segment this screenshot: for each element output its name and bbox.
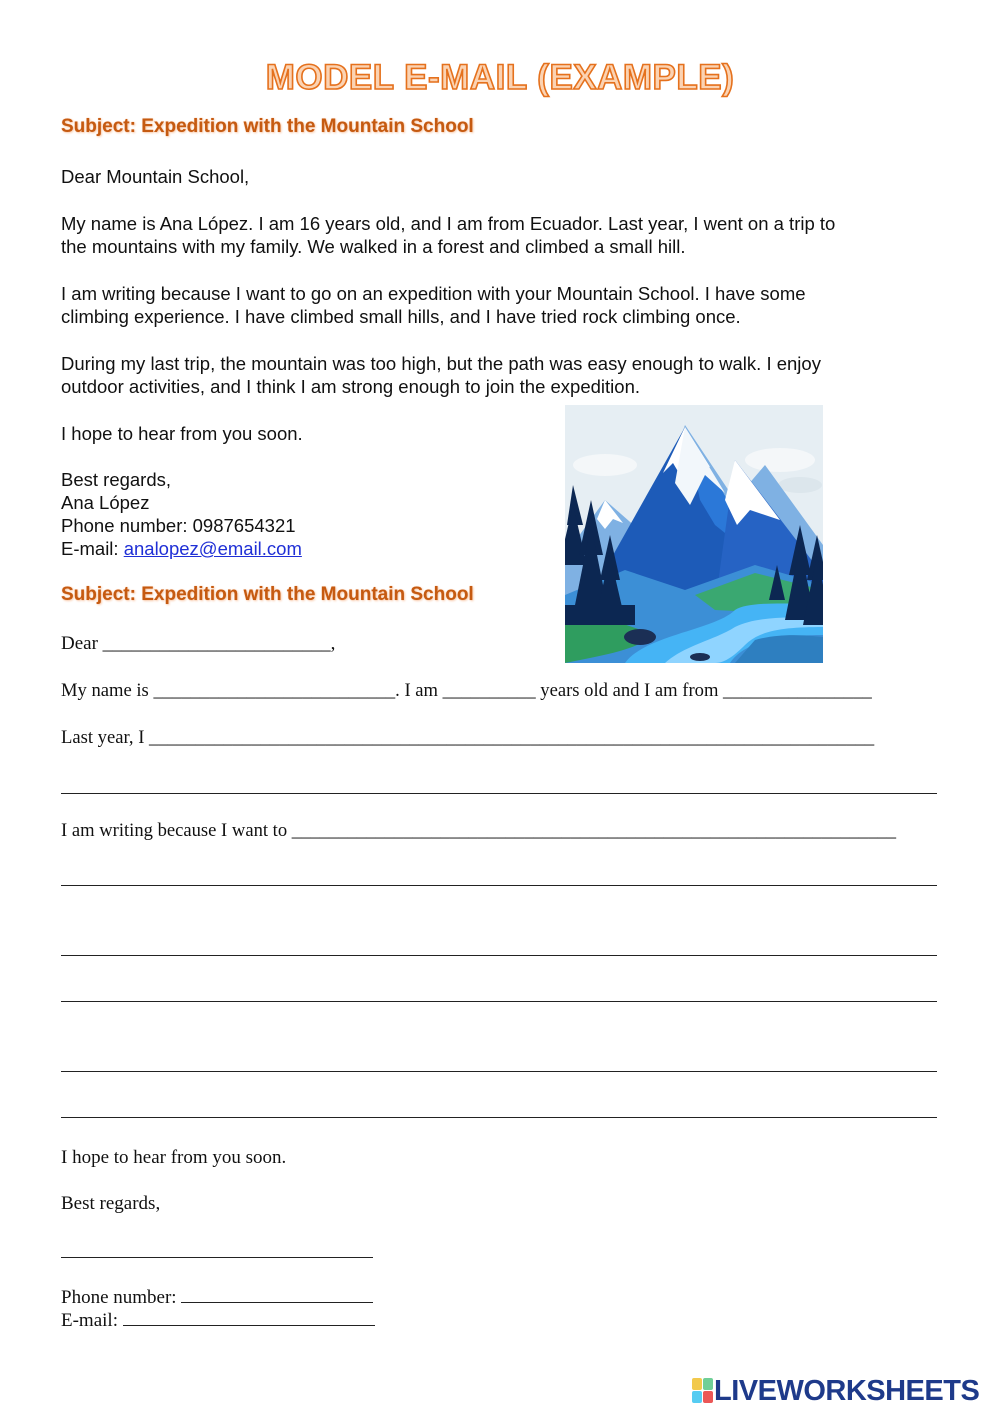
model-paragraph-3-line-1: During my last trip, the mountain was too high, but the path was easy enough to walk. I enjoy [61,353,821,374]
model-signoff: Best regards, [61,469,172,490]
model-paragraph-2-line-2: climbing experience. I have climbed small hills, and I have tried rock climbing once. [61,306,741,327]
liveworksheets-wordmark: LIVEWORKSHEETS [714,1374,980,1407]
writing-line[interactable] [61,1117,937,1118]
model-closing-line: I hope to hear from you soon. [61,423,303,444]
model-email-label: E-mail: [61,538,124,559]
template-subject: Subject: Expedition with the Mountain School [61,584,474,605]
template-name-line[interactable]: My name is __________________________. I am __________ years old and I am from ________________ [61,680,872,701]
liveworksheets-logo [692,1374,979,1408]
template-closing-line: I hope to hear from you soon. [61,1147,287,1168]
model-email [61,537,302,560]
phone-blank[interactable] [181,1301,373,1303]
mountain-lake-illustration [565,405,823,663]
template-last-year-line[interactable]: Last year, I ______________________________________________________________________________ [61,727,875,748]
signature-line[interactable] [61,1257,373,1258]
template-dear-line[interactable]: Dear ________________________, [61,633,336,654]
model-paragraph-3-line-2: outdoor activities, and I think I am strong enough to join the expedition. [61,376,641,397]
model-paragraph-2-line-1: I am writing because I want to go on an expedition with your Mountain School. I have some [61,283,806,304]
template-phone-label: Phone number: [61,1287,182,1308]
model-greeting: Dear Mountain School, [61,166,250,187]
model-paragraph-1-line-1: My name is Ana López. I am 16 years old, and I am from Ecuador. Last year, I went on a trip to [61,213,836,234]
page-title: MODEL E-MAIL (EXAMPLE) [265,58,735,97]
writing-line[interactable] [61,793,937,794]
model-paragraph-1-line-2: the mountains with my family. We walked in a forest and climbed a small hill. [61,236,686,257]
model-phone: Phone number: 0987654321 [61,515,296,536]
writing-line[interactable] [61,955,937,956]
template-phone-line [61,1287,373,1309]
model-subject: Subject: Expedition with the Mountain School [61,116,474,137]
writing-line[interactable] [61,1071,937,1072]
template-email-line [61,1310,375,1332]
writing-line[interactable] [61,885,937,886]
liveworksheets-badge-icon [692,1378,714,1404]
writing-line[interactable] [61,1001,937,1002]
template-writing-because-line[interactable]: I am writing because I want to _________________________________________________________________ [61,820,897,841]
model-email-link[interactable]: analopez@email.com [123,538,302,559]
template-email-label: E-mail: [61,1310,123,1331]
template-signoff: Best regards, [61,1193,161,1214]
model-sender-name: Ana López [61,492,150,513]
email-blank[interactable] [123,1324,375,1326]
